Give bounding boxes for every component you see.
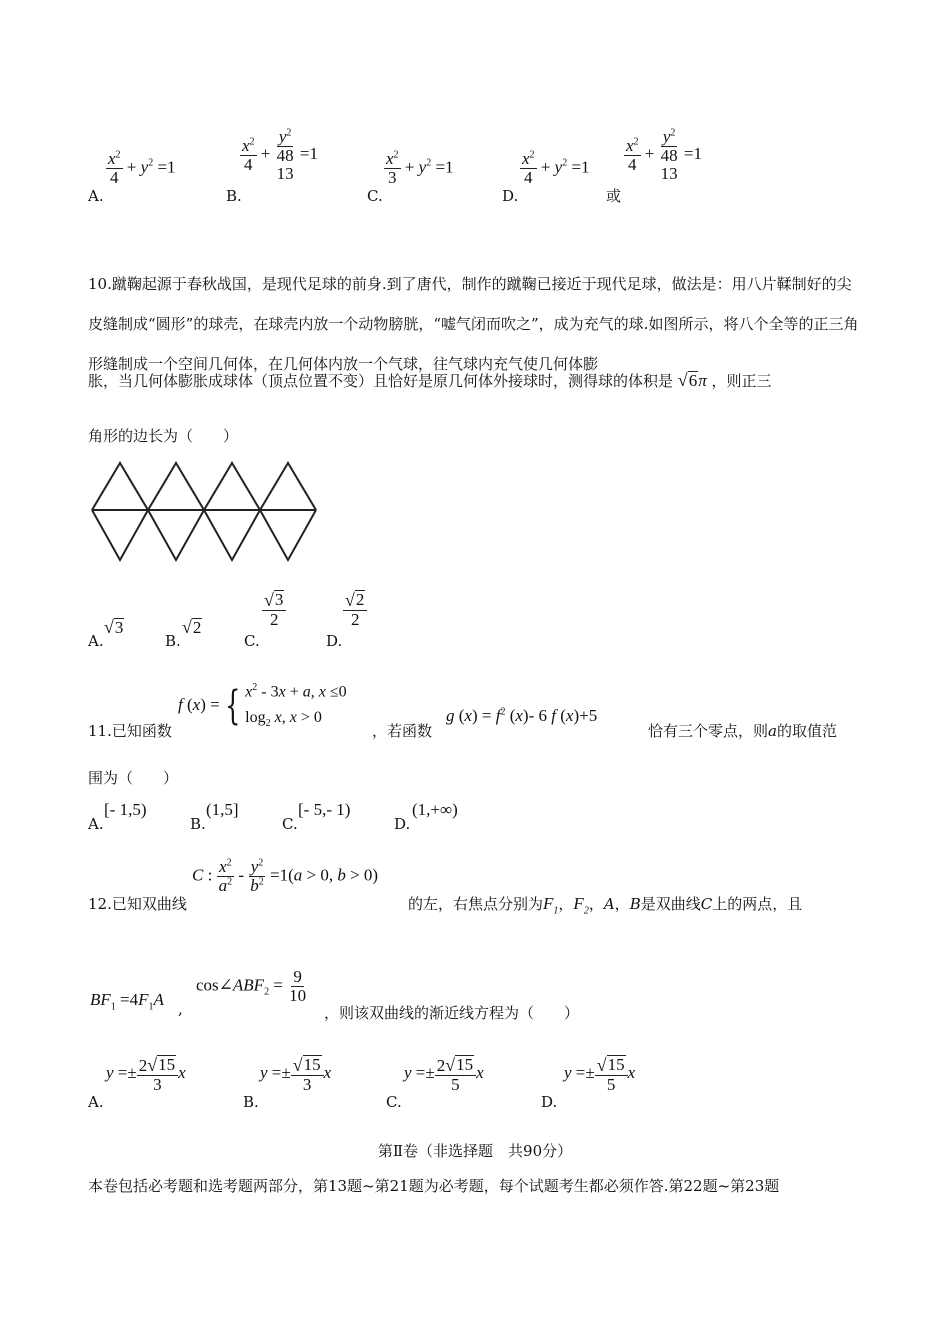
q12-mid [408,893,802,916]
q10-option-d-value: √ 2 2 [343,590,367,629]
section2-heading: 第Ⅱ卷（非选择题 共90分） [377,1142,573,1160]
q10-option-b-label: B. [165,632,181,650]
q9-option-c-formula: $\frac{x^2}{3}$ + $y^2 =1$ [386,149,454,187]
q10-option-b-value: √ 2 [182,617,202,638]
q9-option-b-formula: $\frac{x^2}{4}$ + $y^2$ 48 13 =1 [242,127,318,183]
q12-point-b: B [629,895,641,913]
net-top-zigzag [92,463,316,510]
q12-option-b-value: y =± √ 15 3 x [260,1054,332,1094]
q11-lead: 11.已知函数 [88,722,172,740]
q11-option-b-value: (1,5] [206,800,239,819]
q12-option-a-label: A. [88,1093,104,1111]
q12-focus-f2: $F_2$ [573,894,589,917]
q12-option-d-value: y =± √ 15 5 x [564,1054,636,1094]
q10-stem-line4-b: ，则正三 [711,372,772,390]
q9-option-b-label: B. [226,187,242,205]
q12-line2-tail: ，则该双曲线的渐近线方程为（ ） [324,1004,580,1022]
q10-option-d-label: D. [326,632,343,650]
q10-sphere-volume: √ 6 π [677,370,707,391]
q10-option-a-value: √ 3 [104,617,124,638]
q10-stem-line4-a: 胀，当几何体膨胀成球体（顶点位置不变）且恰好是原几何体外接球时，测得球的体积是 [88,372,674,390]
q9-option-a-formula: $\frac{x^2}{4}$ + $y^2 =1$ [108,149,176,187]
q12-lead: 12.已知双曲线 [88,895,187,913]
q10-stem: 10.蹴鞠起源于春秋战国，是现代足球的前身.到了唐代，制作的蹴鞠已接近于现代足球，做法是：用八片鞣制好的尖皮缝制成“圆形”的球壳，在球壳内放一个动物膀胱，“嘘气闭而吹之”，成为充气的球.如图所示，将八个全等的正三角形缝制成一个空间几何体，在几何体内放一个气球，往气球内充气使几何体膨 [88,275,859,373]
q12-vector-relation: $BF_1 =4F_1A$ [90,990,164,1013]
q10-stem-line4 [88,370,772,391]
q11-option-c-label: C. [282,815,298,833]
q10-triangle-net-figure [88,460,320,564]
q9-option-a-label: A. [88,187,104,205]
q12-mid5: ， [614,895,630,913]
q12-mid9: 上的两点，且 [712,895,803,913]
q9-option-c-label: C. [367,187,383,205]
q11-option-d-label: D. [394,815,411,833]
q9-option-d-formula-1: $\frac{x^2}{4}$ + $y^2 =1$ [522,149,590,187]
q11-option-a-value: [- 1,5) [104,800,147,819]
q11-option-b-label: B. [190,815,206,833]
q12-option-c-value: y =± 2 √ 15 5 x [404,1054,484,1094]
section2-body: 本卷包括必考题和选考题两部分，第13题~第21题为必考题，每个试题考生都必须作答.第22题~第23题 [88,1177,780,1195]
q12-mid3: ， [588,895,604,913]
q10-option-c-value: √ 3 2 [262,590,286,629]
q12-cos-relation: $\cos\angle ABF_2$ = $\frac{9}{10}$ [196,967,307,1005]
q12-point-a: A [603,895,615,913]
q12-option-d-label: D. [541,1093,558,1111]
q12-focus-f1: $F_1$ [543,894,559,917]
q11-mid: ，若函数 [372,722,433,740]
q12-mid2: ， [558,895,574,913]
net-bottom-zigzag [92,510,316,560]
q12-hyperbola-equation: C : $\frac{x^2}{a^2}$ - $\frac{y^2}{b^2}$ =1(a > 0, b > 0) [192,857,379,895]
q12-comma: , [178,1000,183,1018]
q11-tail-var: a [768,722,777,740]
q12-option-b-label: B. [243,1093,259,1111]
q10-option-a-label: A. [88,632,104,650]
q9-option-d-or: 或 [606,187,622,205]
q9-option-d-label: D. [502,187,519,205]
q12-curve-c: C [700,895,713,913]
q11-option-d-value: (1,+∞) [412,800,458,819]
q10-option-c-label: C. [244,632,260,650]
q11-piecewise-function: f (x) = { $x^2 - 3x + a$, x ≤0 $\log_2 x$, x > 0 [178,682,347,730]
q12-option-c-label: C. [386,1093,402,1111]
q10-stem-line5: 角形的边长为（ ） [88,427,239,445]
q11-option-c-value: [- 5,- 1) [298,800,351,819]
q12-option-a-value: y =± 2 √ 15 3 x [106,1054,186,1094]
q12-mid1: 的左，右焦点分别为 [408,895,544,913]
q11-tail-text: 恰有三个零点，则 [648,722,769,740]
q11-tail-end: 的取值范 [776,722,837,740]
q12-mid7: 是双曲线 [640,895,701,913]
q11-tail [648,720,837,741]
q11-g-function: g $(x) = f^2$ (x)- 6 f (x)+5 [446,706,598,725]
q9-option-d-formula-2: $\frac{x^2}{4}$ + $y^2$ 48 13 =1 [626,127,702,183]
q11-option-a-label: A. [88,815,104,833]
q11-line2: 围为（ ） [88,769,179,787]
